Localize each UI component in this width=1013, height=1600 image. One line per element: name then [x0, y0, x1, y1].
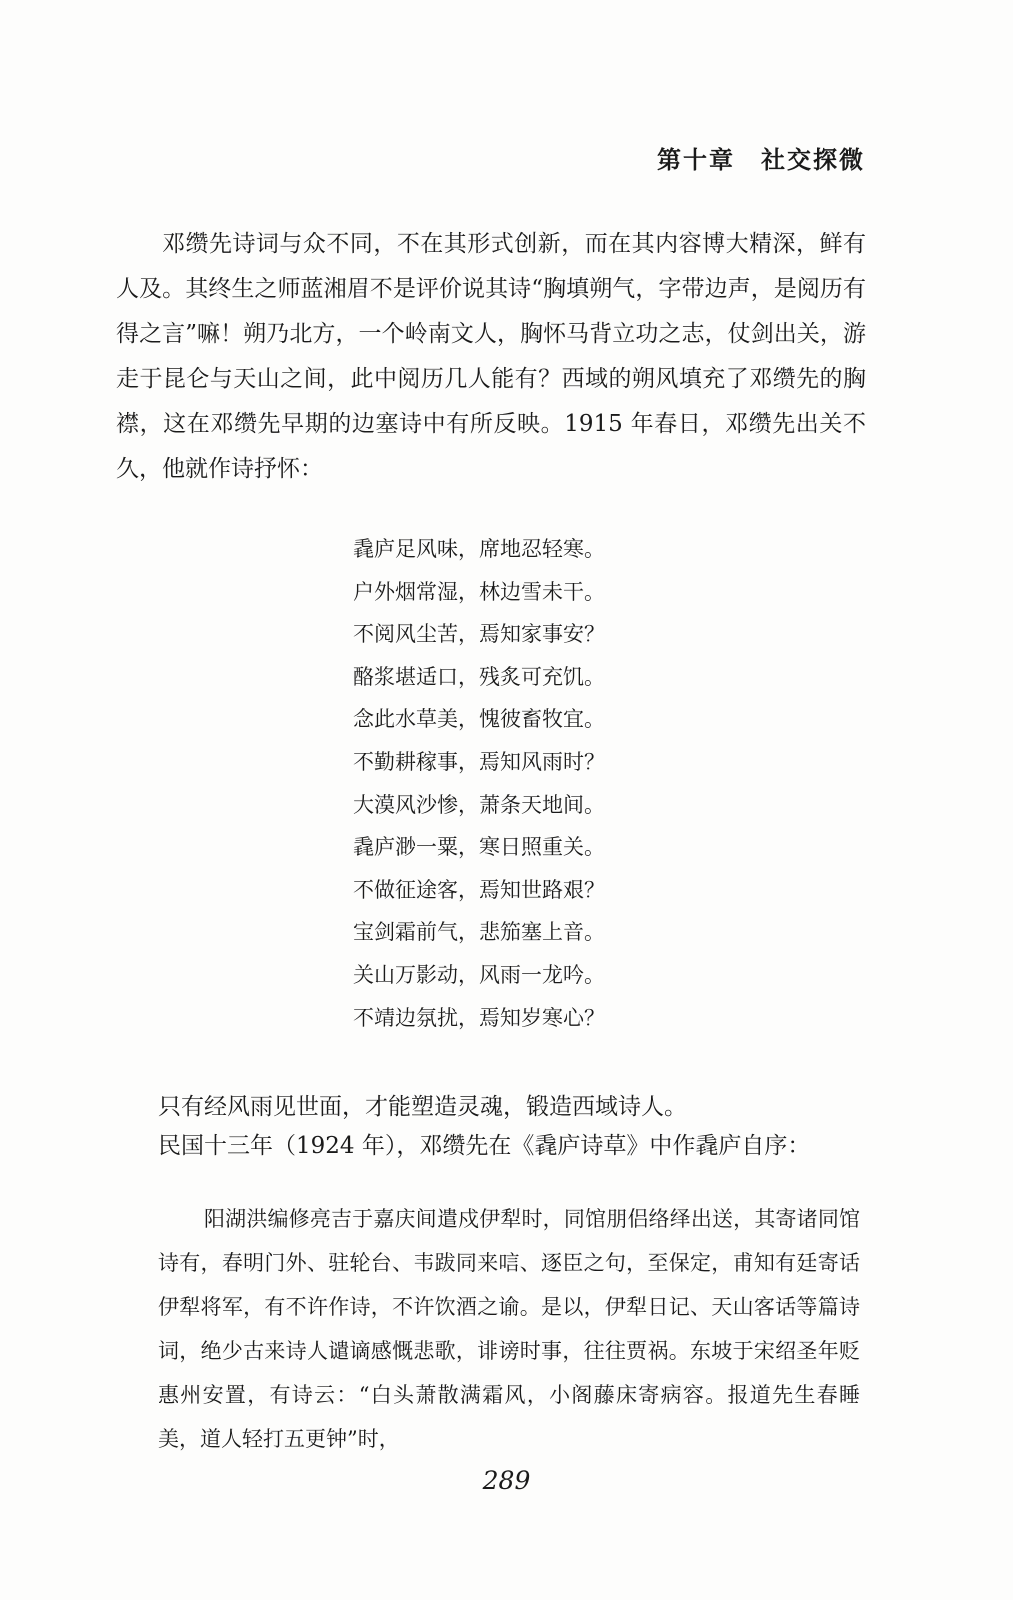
poem-line: 户外烟常湿，林边雪未干。 [353, 579, 605, 604]
poem-line: 大漠风沙惨，萧条天地间。 [353, 792, 605, 817]
poem-line: 毳庐渺一粟，寒日照重关。 [353, 835, 605, 860]
poem-line: 关山万影动，风雨一龙吟。 [353, 962, 605, 987]
poem [353, 528, 683, 1039]
chapter-title: 社交探微 [761, 145, 865, 174]
chapter-number: 第十章 [657, 145, 735, 174]
poem-line: 酪浆堪适口，残炙可充饥。 [353, 664, 605, 689]
poem-line: 不做征途客，焉知世路艰？ [353, 877, 605, 902]
body-paragraph: 民国十三年（1924 年），邓缵先在《毳庐诗草》中作毳庐自序： [158, 1133, 811, 1159]
poem-line: 不阅风尘苦，焉知家事安？ [353, 622, 605, 647]
page-number: 289 [482, 1466, 531, 1495]
poem-line: 不勤耕稼事，焉知风雨时？ [353, 749, 605, 774]
poem-line: 毳庐足风味，席地忍轻寒。 [353, 537, 605, 561]
intro-paragraph: 邓缵先诗词与众不同，不在其形式创新，而在其内容博大精深，鲜有人及。其终生之师蓝湘眉不是评价说其诗“胸填朔气，字带边声，是阅历有得之言”嘛！朔乃北方，一个岭南文人，胸怀马背立功之志，仗剑出关，游走于昆仑与天山之间，此中阅历几人能有？西域的朔风填充了邓缵先的胸襟，这在邓缵先早期的边塞诗中有所反映。1915 年春日，邓缵先出关不久，他就作诗抒怀： [116, 231, 866, 482]
poem-line: 念此水草美，愧彼畜牧宜。 [353, 707, 605, 732]
poem-line: 不靖边氛扰，焉知岁寒心？ [353, 1005, 605, 1030]
poem-line: 宝剑霜前气，悲笳塞上音。 [353, 920, 605, 945]
body-paragraph: 只有经风雨见世面，才能塑造灵魂，锻造西域诗人。 [158, 1094, 687, 1120]
quoted-preface: 阳湖洪编修亮吉于嘉庆间遣戍伊犁时，同馆朋侣络绎出送，其寄诸同馆诗有，春明门外、驻轮台、韦跋同来唁、逐臣之句，至保定，甫知有廷寄话伊犁将军，有不许作诗，不许饮酒之谕。是以，伊犁日记、天山客话等篇诗词，绝少古来诗人谴谪感慨悲歌，诽谤时事，往往贾祸。东坡于宋绍圣年贬惠州安置，有诗云：“白头萧散满霜风，小阁藤床寄病容。报道先生春睡美，道人轻打五更钟”时， [158, 1207, 860, 1451]
running-head [657, 140, 865, 175]
